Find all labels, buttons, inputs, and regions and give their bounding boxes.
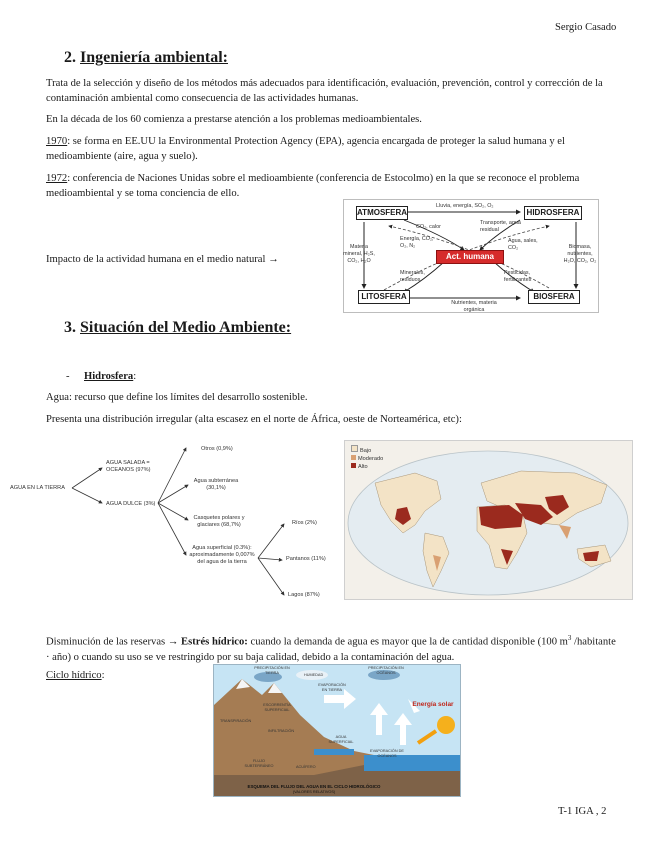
world-map xyxy=(345,441,632,599)
estres-text-2: /habitante · año) o cuando su uso se ve restringido por su baja calidad, debido a la contaminación del agua. xyxy=(46,636,616,663)
section-2-intro: Trata de la selección y diseño de los métodos más adecuados para identificación, evaluación, prevención, control y corrección de la contaminación ambiental como consecuencia de las actividades humanas. xyxy=(46,78,603,104)
act-humana-box: Act. humana xyxy=(436,250,504,264)
legend-bajo-label: Bajo xyxy=(360,448,372,454)
year-1970-text: : se forma en EE.UU la Environmental Protection Agency (EPA), agencia encargada de proteger la salud humana y el medioambiente (aire, agua y suelo). xyxy=(46,136,565,162)
tree-rios: Ríos (2%) xyxy=(292,520,317,526)
tree-arrows xyxy=(0,440,340,605)
year-1972-text: : conferencia de Naciones Unidas sobre el medioambiente (conferencia de Estocolmo) en la que se reconoce el problema medioambiental y se toma conciencia de ello. xyxy=(46,173,580,199)
diag-label-3: Energía, CO₂, O₂, N₂ xyxy=(400,236,434,249)
section-2-number: 2. xyxy=(64,49,76,66)
section-3-title: Situación del Medio Ambiente: xyxy=(80,319,292,336)
label-escorrentia: ESCORRENTÍA SUPERFICIAL xyxy=(263,703,291,712)
tree-lagos: Lagos (87%) xyxy=(288,592,320,598)
top-arrow-label: Lluvia, energía, SO₂, O₂ xyxy=(436,203,494,209)
year-1970: 1970 xyxy=(46,136,68,147)
label-flujo-subterraneo: FLUJO SUBTERRÁNEO xyxy=(244,759,274,768)
section-2-1972 xyxy=(46,171,616,201)
tree-root: AGUA EN LA TIERRA xyxy=(10,485,65,491)
label-agua-superficial: AGUA SUPERFICIAL xyxy=(328,735,354,744)
section-2-decade: En la década de los 60 comienza a prestarse atención a los problemas medioambientales. xyxy=(46,114,422,125)
diag-label-1: CO₂, calor xyxy=(416,224,441,230)
water-distribution-tree xyxy=(0,440,340,605)
agua-definition: Agua: recurso que define los límites del desarrollo sostenible. xyxy=(46,392,308,403)
section-2-1970 xyxy=(46,134,616,164)
label-precipitacion-tierra: PRECIPITACIÓN EN TIERRA xyxy=(254,666,290,675)
tree-subterranea: Agua subterránea (30,1%) xyxy=(193,478,239,491)
label-evaporacion-tierra: EVAPORACIÓN EN TIERRA xyxy=(318,683,346,692)
label-transpiracion: TRANSPIRACIÓN xyxy=(220,719,252,723)
disminucion-text: Disminución de las reservas → xyxy=(46,636,182,648)
page-number: T-1 IGA , 2 xyxy=(558,806,607,817)
left-side-label: Materia mineral, H₂S, CO₂, H₂O xyxy=(343,244,375,264)
water-cycle-caption: ESQUEMA DEL FLUJO DEL AGUA EN EL CICLO HIDROLÓGICO xyxy=(247,784,381,789)
diag-label-5: Minerales, residuos xyxy=(400,270,425,283)
estres-text-1: cuando la demanda de agua es mayor que la de cantidad disponible (100 m xyxy=(247,636,568,648)
legend-alto-label: Alto xyxy=(358,464,368,470)
litosfera-box: LITOSFERA xyxy=(358,290,410,304)
estres-hidrico-label: Estrés hídrico: xyxy=(181,636,248,648)
impact-label: Impacto de la actividad humana en el medio natural → xyxy=(46,254,279,265)
section-2-heading xyxy=(64,49,228,67)
energia-solar-label: Energía solar xyxy=(412,701,454,708)
impact-diagram xyxy=(343,199,599,313)
diag-label-6: Pesticidas, fertilizantes xyxy=(504,270,532,283)
diag-label-4: Agua, sales, CO₂ xyxy=(508,238,538,251)
legend-moderado xyxy=(351,455,383,463)
label-precipitacion-oceanos: PRECIPITACIÓN EN OCÉANOS xyxy=(368,666,404,675)
hidrosfera-colon: : xyxy=(133,371,137,382)
section-2-title: Ingeniería ambiental: xyxy=(80,49,228,66)
label-infiltracion: INFILTRACIÓN xyxy=(268,729,295,733)
legend-moderado-label: Moderado xyxy=(358,456,384,462)
hidrosfera-label: Hidrosfera xyxy=(84,371,134,382)
tree-otros: Otros (0,9%) xyxy=(201,446,233,452)
atmosfera-box: ATMOSFERA xyxy=(356,206,408,220)
label-humedad: HUMEDAD xyxy=(304,673,324,677)
hidrosfera-box: HIDROSFERA xyxy=(524,206,582,220)
biosfera-box: BIOSFERA xyxy=(528,290,580,304)
tree-casquetes: Casquetes polares y glaciares (68,7%) xyxy=(193,515,245,528)
ciclo-hidrico-heading xyxy=(46,668,105,683)
estres-sup: 3 xyxy=(567,634,572,642)
hidrosfera-heading xyxy=(84,369,136,384)
legend-alto-swatch xyxy=(351,463,356,468)
ciclo-hidrico-colon: : xyxy=(101,670,105,681)
distribution-text: Presenta una distribución irregular (alta escasez en el norte de África, oeste de Norteamérica, etc): xyxy=(46,414,462,425)
label-evaporacion-oceanos: EVAPORACIÓN DE OCÉANOS xyxy=(370,749,404,758)
tree-superficial: Agua superficial (0.3%): aproximadamente 0,007% del agua de la tierra xyxy=(189,545,255,565)
hidrosfera-bullet: - xyxy=(66,371,70,382)
legend-moderado-swatch xyxy=(351,455,356,460)
section-3-number: 3. xyxy=(64,319,76,336)
map-legend xyxy=(351,445,383,471)
tree-dulce: AGUA DULCE (3%) xyxy=(106,501,156,507)
estres-hidrico-paragraph xyxy=(46,631,621,665)
label-acuifero: ACUÍFERO xyxy=(296,765,316,769)
legend-alto xyxy=(351,463,383,471)
section-3-heading xyxy=(64,319,291,337)
year-1972: 1972 xyxy=(46,173,68,184)
water-cycle-subcaption: (VALORES RELATIVOS) xyxy=(292,790,336,794)
ciclo-hidrico-label: Ciclo hídrico xyxy=(46,670,102,681)
water-cycle-illustration xyxy=(213,664,461,797)
legend-bajo xyxy=(351,445,383,455)
water-scarcity-map xyxy=(344,440,633,600)
tree-salada: AGUA SALADA = OCEANOS (97%) xyxy=(106,460,151,473)
author-name: Sergio Casado xyxy=(555,22,617,33)
legend-bajo-swatch xyxy=(351,445,358,452)
tree-pantanos: Pantanos (11%) xyxy=(286,556,326,562)
diag-label-2: Transporte, agua residual xyxy=(480,220,521,233)
bottom-arrow-label: Nutrientes, materia orgánica xyxy=(451,300,497,313)
right-side-label: Biomasa, nutrientes, H₂O, CO₂, O₂ xyxy=(563,244,597,264)
